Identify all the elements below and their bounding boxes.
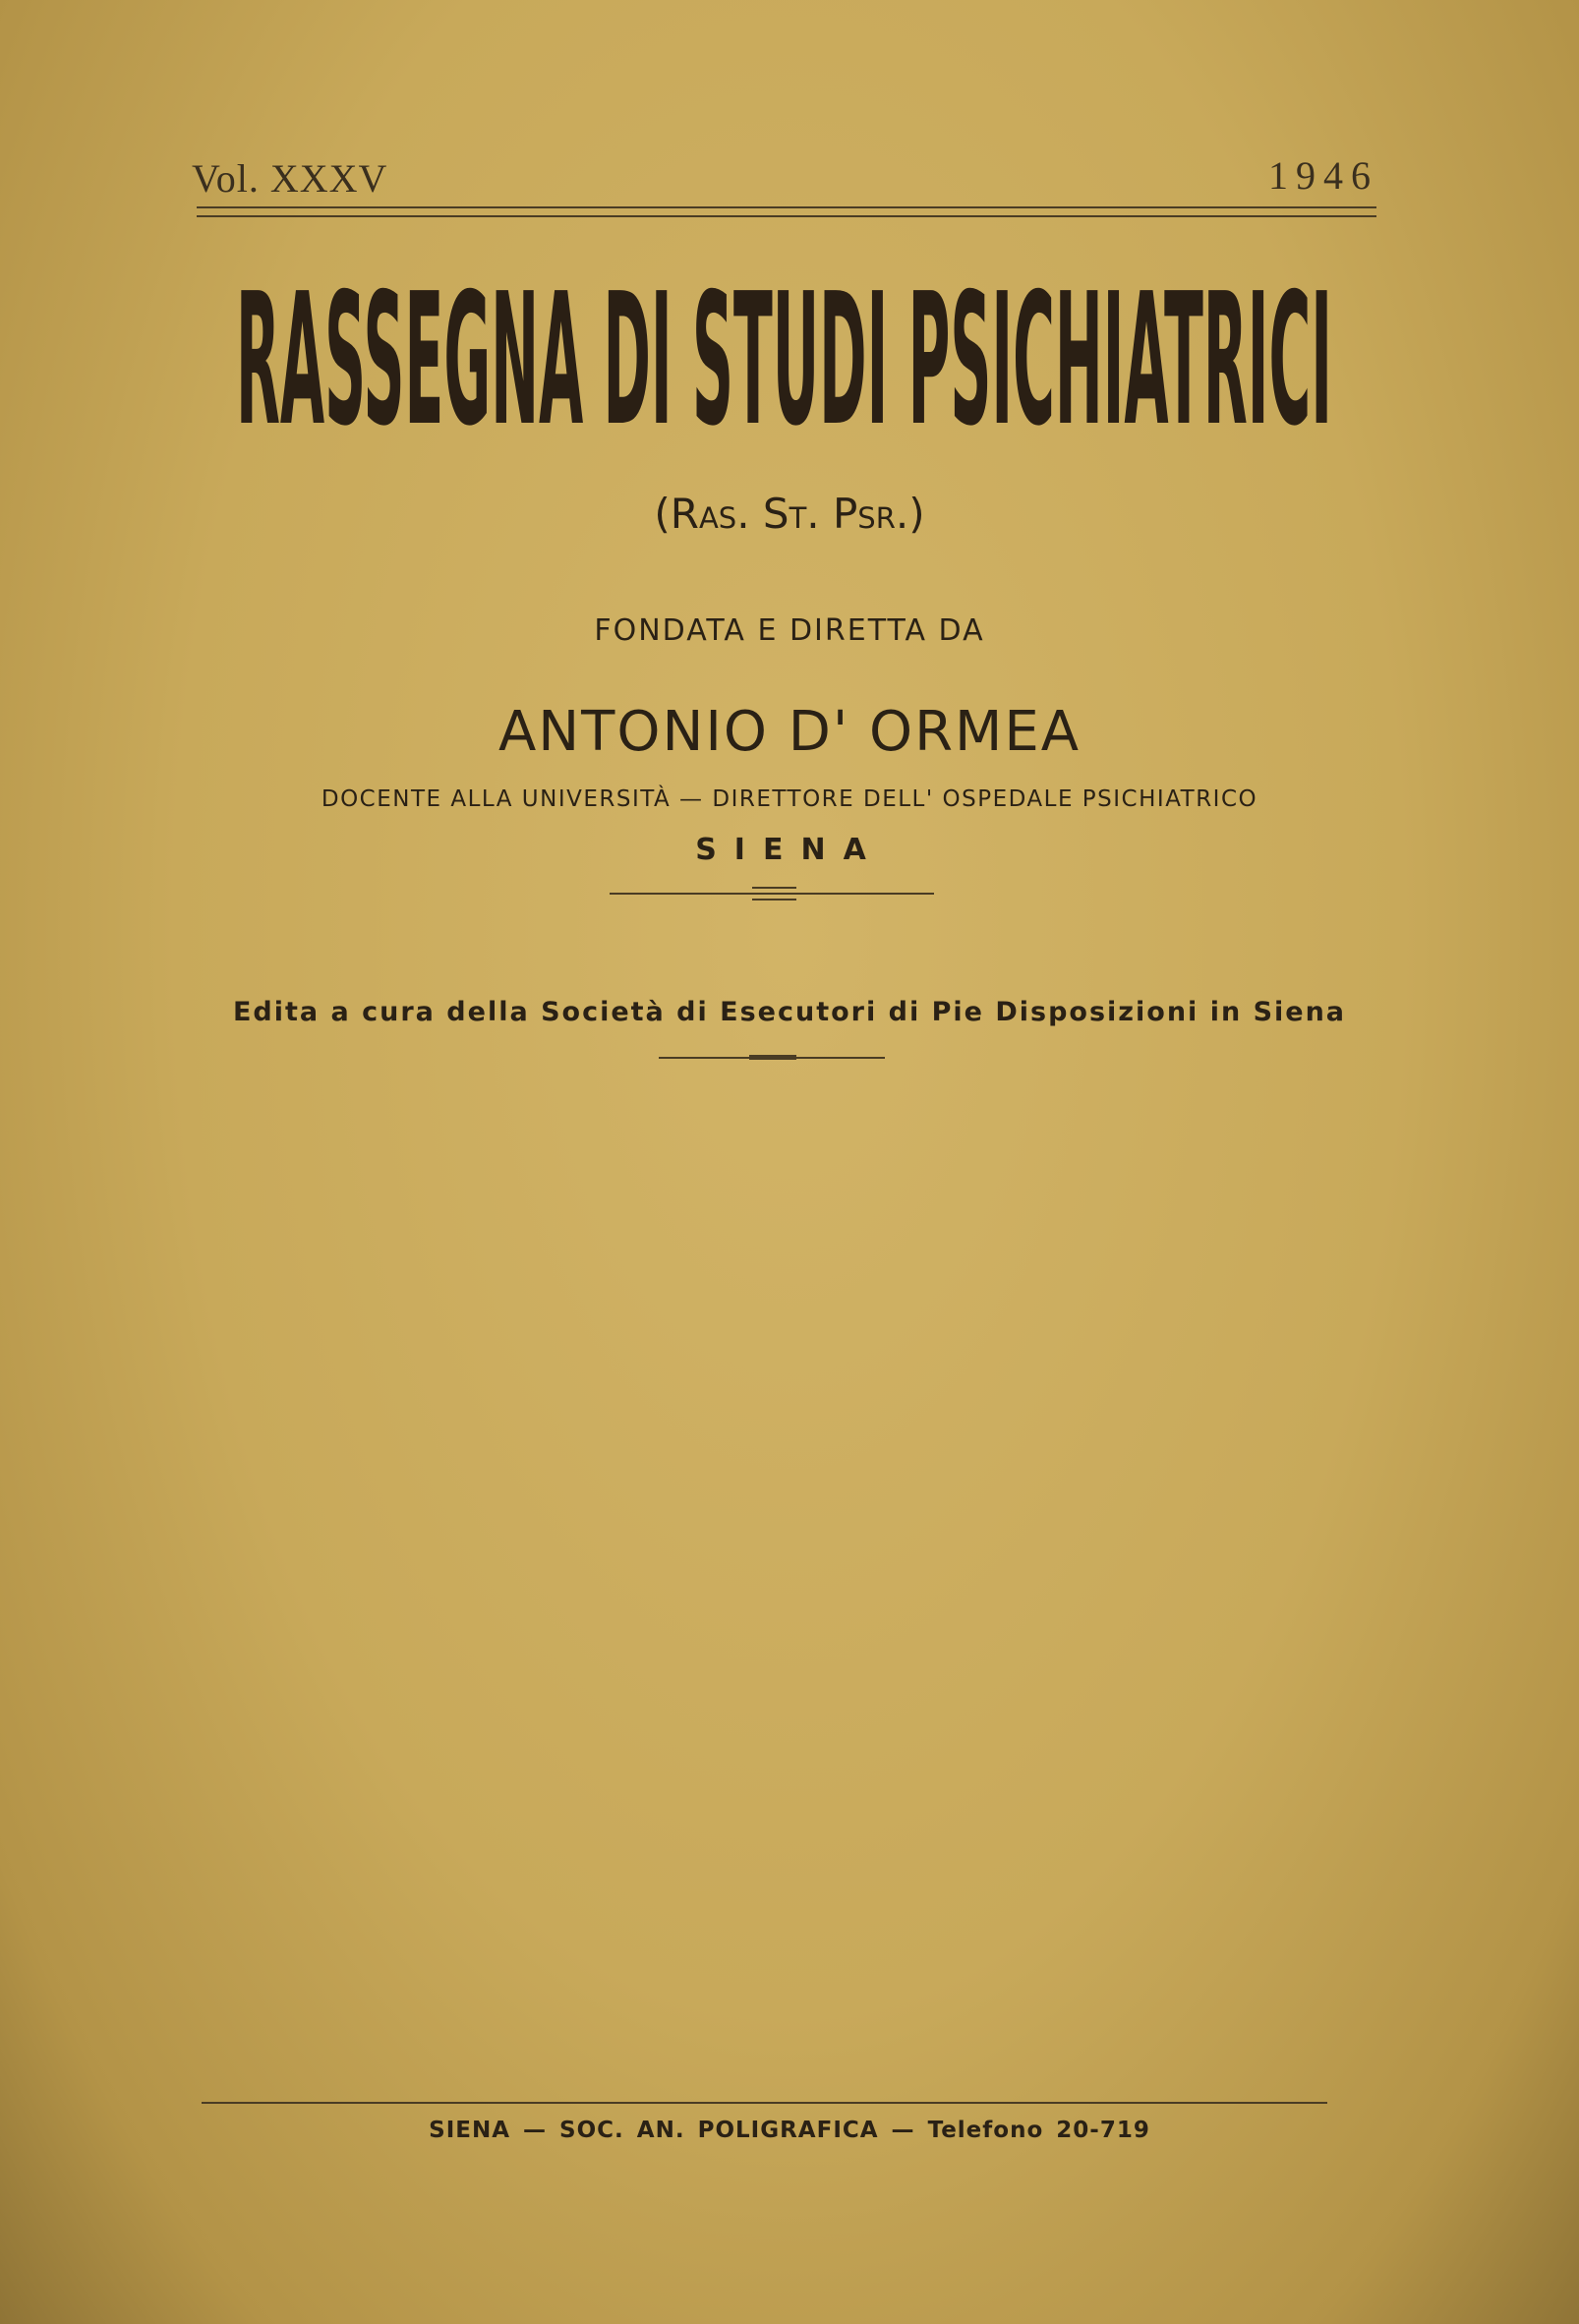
header-rule-top (197, 206, 1376, 208)
founder-role: DOCENTE ALLA UNIVERSITÀ — DIRETTORE DELL' OSPEDALE PSICHIATRICO (321, 786, 1258, 812)
divider-ornament (752, 899, 796, 901)
divider-rule (610, 893, 934, 895)
journal-title: RASSEGNA DI STUDI PSICHIATRICI (236, 287, 1332, 427)
header-rule-bottom (197, 215, 1376, 217)
city-label: SIENA (695, 833, 884, 867)
founder-name: ANTONIO D' ORMEA (497, 700, 1082, 764)
journal-abbreviation: (Ras. St. Psr.) (654, 490, 925, 538)
founded-by-label: FONDATA E DIRETTA DA (594, 613, 985, 648)
volume-label: Vol. XXXV (192, 156, 388, 201)
footer-rule (202, 2102, 1327, 2104)
year-label: 1946 (1268, 153, 1378, 198)
publisher-note: Edita a cura della Società di Esecutori di Pie Disposizioni in Siena (232, 997, 1347, 1027)
divider-ornament (749, 1055, 796, 1060)
printer-footer: SIENA — SOC. AN. POLIGRAFICA — Telefono 20-719 (429, 2118, 1150, 2143)
journal-title-graphic (236, 287, 1332, 427)
divider-ornament (752, 887, 796, 889)
